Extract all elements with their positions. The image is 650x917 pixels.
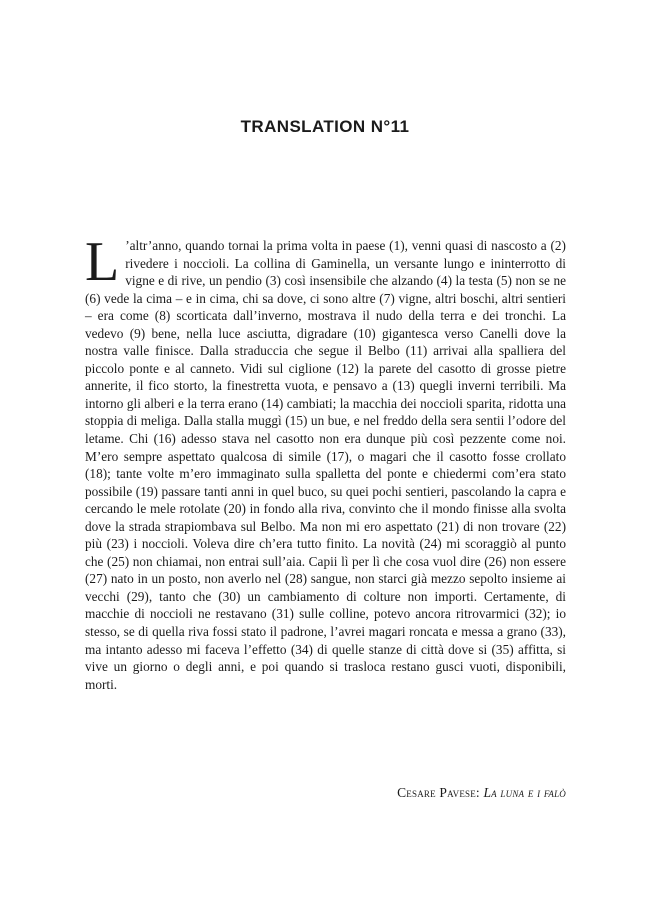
attribution bbox=[85, 785, 566, 801]
body-paragraph bbox=[85, 231, 566, 693]
body-text: ’altr’anno, quando tornai la prima volta in paese (1), venni quasi di nascosto a (2) rivedere i noccioli. La collina di Gaminella, un versante lungo e ininterrotto di vigne e di rive, un pendio (3) così insensibile che alzando (4) la testa (5) non se ne (6) vede la cima – e in cima, chi sa dove, ci sono altre (7) vigne, altri boschi, altri sentieri – era come (8) scorticata dall’inverno, mostrava il nudo della terra e dei tronchi. La vedevo (9) bene, nella luce asciutta, digradare (10) gigantesca verso Canelli dove la nostra valle finisce. Dalla straduccia che segue il Belbo (11) arrivai alla spalliera del piccolo ponte e al canneto. Vidi sul ciglione (12) la parete del casotto di grosse pietre annerite, il fico storto, la finestretta vuota, e pensavo a (13) quegli inverni terribili. Ma intorno gli alberi e la terra erano (14) cambiati; la macchia dei noccioli sparita, ridotta una stoppia di meliga. Dalla stalla muggì (15) un bue, e nel freddo della sera sentii l’odore del letame. Chi (16) adesso stava nel casotto non era dunque più così pezzente come noi. M’ero sempre aspettato qualcosa di simile (17), o magari che il casotto fosse crollato (18); tante volte m’ero immaginato sulla spalletta del ponte e chiedermi com’era stato possibile (19) passare tanti anni in quel buco, su quei pochi sentieri, pascolando la capra e cercando le mele rotolate (20) in fondo alla riva, convinto che il mondo finisse alla svolta dove la strada strapiombava sul Belbo. Ma non mi ero aspettato (21) di non trovare (22) più (23) i noccioli. Voleva dire ch’era tutto finito. La novità (24) mi scoraggiò al punto che (25) non chiamai, non entrai sull’aia. Capii lì per lì che cosa vuol dire (26) non essere (27) nato in un posto, non averlo nel (28) sangue, non starci già mezzo sepolto insieme ai vecchi (29), tanto che (30) un cambiamento di colture non importi. Certamente, di macchie di noccioli ne restavano (31) sulle colline, potevo ancora ritrovarmici (32); io stesso, se di quella riva fossi stato il padrone, l’avrei magari roncata e messa a grano (33), ma intanto adesso mi faceva l’effetto (34) di quelle stanze di città dove si (35) affitta, si vive un giorno o degli anni, e poi quando si trasloca restano gusci vuoti, disponibili, morti. bbox=[85, 238, 566, 692]
attribution-author: Cesare Pavese: bbox=[397, 785, 484, 800]
attribution-work: La luna e i falò bbox=[483, 785, 566, 800]
page-title: TRANSLATION N°11 bbox=[240, 117, 410, 136]
drop-cap: L bbox=[85, 231, 120, 293]
